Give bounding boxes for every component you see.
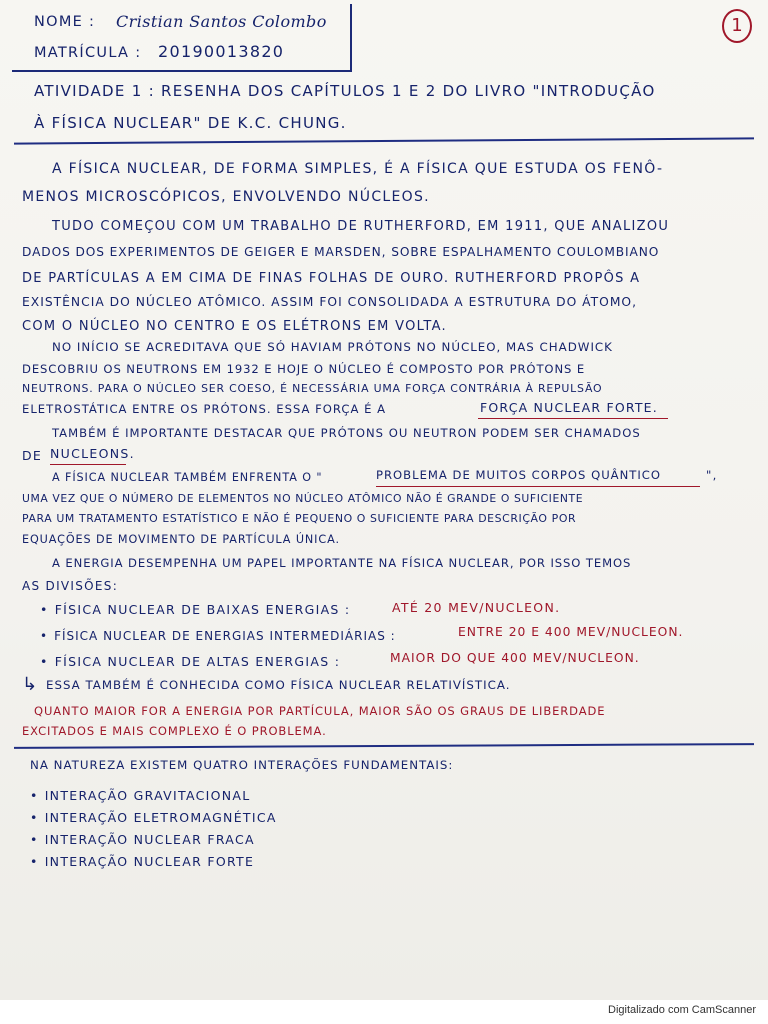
bullet-icon: • [30,788,39,803]
bullet-icon: • [40,654,49,669]
highlight-strong-force: FORÇA NUCLEAR FORTE. [480,400,658,415]
bullet-icon: • [40,602,49,617]
bullet-icon: • [30,832,39,847]
activity-title-line1: ATIVIDADE 1 : RESENHA DOS CAPÍTULOS 1 E 2 DO LIVRO "INTRODUÇÃO [34,82,656,100]
text-line: EQUAÇÕES DE MOVIMENTO DE PARTÍCULA ÚNICA. [22,533,340,546]
bullet-icon: • [30,810,39,825]
text-line: UMA VEZ QUE O NÚMERO DE ELEMENTOS NO NÚCLEO ATÔMICO NÃO É GRANDE O SUFICIENTE [22,492,584,505]
scanner-watermark: Digitalizado com CamScanner [608,1004,756,1016]
scanner-footer [0,1000,768,1024]
text-line: NO INÍCIO SE ACREDITAVA QUE SÓ HAVIAM PRÓTONS NO NÚCLEO, MAS CHADWICK [52,340,613,354]
division-value: ATÉ 20 MEV/NUCLEON. [392,600,561,615]
student-name: Cristian Santos Colombo [116,12,327,31]
text-line: DE [22,448,43,463]
text-line: MENOS MICROSCÓPICOS, ENVOLVENDO NÚCLEOS. [22,189,430,205]
text-line: NEUTRONS. PARA O NÚCLEO SER COESO, É NECESSÁRIA UMA FORÇA CONTRÁRIA À REPULSÃO [22,382,603,395]
division-value: MAIOR DO QUE 400 MEV/NUCLEON. [390,651,640,665]
activity-title-line2: À FÍSICA NUCLEAR" DE K.C. CHUNG. [34,114,347,132]
name-label: NOME : [34,14,96,30]
interaction-item [30,856,254,869]
text-line: A FÍSICA NUCLEAR, DE FORMA SIMPLES, É A FÍSICA QUE ESTUDA OS FENÔ- [52,161,664,177]
text-line: A FÍSICA NUCLEAR TAMBÉM ENFRENTA O " [52,471,323,484]
title-divider [14,137,754,144]
interaction-label: INTERAÇÃO ELETROMAGNÉTICA [44,810,277,825]
interaction-label: INTERAÇÃO GRAVITACIONAL [44,788,251,803]
text-line: TAMBÉM É IMPORTANTE DESTACAR QUE PRÓTONS OU NEUTRON PODEM SER CHAMADOS [52,426,641,440]
highlight-nucleons: NUCLEONS. [50,446,135,461]
text-line: DESCOBRIU OS NEUTRONS EM 1932 E HOJE O NÚCLEO É COMPOSTO POR PRÓTONS E [22,362,586,376]
relativistic-note: ESSA TAMBÉM É CONHECIDA COMO FÍSICA NUCLEAR RELATIVÍSTICA. [46,678,511,692]
interaction-item [30,790,251,803]
text-line: ELETROSTÁTICA ENTRE OS PRÓTONS. ESSA FORÇA É A [22,402,387,416]
text-line: A ENERGIA DESEMPENHA UM PAPEL IMPORTANTE NA FÍSICA NUCLEAR, POR ISSO TEMOS [52,556,632,570]
red-underline [478,418,668,419]
text-line: ", [706,468,718,482]
interaction-item [30,812,277,825]
division-label: FÍSICA NUCLEAR DE BAIXAS ENERGIAS : [54,602,351,617]
division-label: FÍSICA NUCLEAR DE ENERGIAS INTERMEDIÁRIAS : [54,629,396,643]
text-line: AS DIVISÕES: [22,579,119,593]
interaction-label: INTERAÇÃO NUCLEAR FRACA [44,832,255,847]
text-line: DADOS DOS EXPERIMENTOS DE GEIGER E MARSDEN, SOBRE ESPALHAMENTO COULOMBIANO [22,245,660,259]
red-note-line2: EXCITADOS E MAIS COMPLEXO É O PROBLEMA. [22,724,327,738]
division-label: FÍSICA NUCLEAR DE ALTAS ENERGIAS : [54,654,341,669]
red-note-line1: QUANTO MAIOR FOR A ENERGIA POR PARTÍCULA, MAIOR SÃO OS GRAUS DE LIBERDADE [34,704,606,718]
text-line: DE PARTÍCULAS Α EM CIMA DE FINAS FOLHAS DE OURO. RUTHERFORD PROPÔS A [22,271,641,286]
curved-arrow-icon: ↳ [22,674,38,695]
matricula-label: MATRÍCULA : [34,45,142,61]
red-underline [376,486,700,487]
text-line: COM O NÚCLEO NO CENTRO E OS ELÉTRONS EM VOLTA. [22,319,447,334]
page-number: 1 [722,9,752,43]
division-item [40,630,396,642]
bullet-icon: • [40,629,49,643]
section-divider [14,743,754,749]
division-value: ENTRE 20 E 400 MEV/NUCLEON. [458,625,684,639]
interaction-label: INTERAÇÃO NUCLEAR FORTE [44,854,255,869]
text-line: PARA UM TRATAMENTO ESTATÍSTICO E NÃO É PEQUENO O SUFICIENTE PARA DESCRIÇÃO POR [22,512,577,525]
division-item [40,656,340,669]
highlight-many-body-problem: PROBLEMA DE MUITOS CORPOS QUÂNTICO [376,468,662,482]
text-line: TUDO COMEÇOU COM UM TRABALHO DE RUTHERFORD, EM 1911, QUE ANALIZOU [52,219,670,234]
division-item [40,604,350,617]
matricula-value: 20190013820 [158,42,285,61]
text-line: EXISTÊNCIA DO NÚCLEO ATÔMICO. ASSIM FOI CONSOLIDADA A ESTRUTURA DO ÁTOMO, [22,295,638,309]
bullet-icon: • [30,854,39,869]
interaction-item [30,834,255,847]
red-underline [50,464,126,465]
interactions-intro: NA NATUREZA EXISTEM QUATRO INTERAÇÕES FUNDAMENTAIS: [30,758,454,772]
